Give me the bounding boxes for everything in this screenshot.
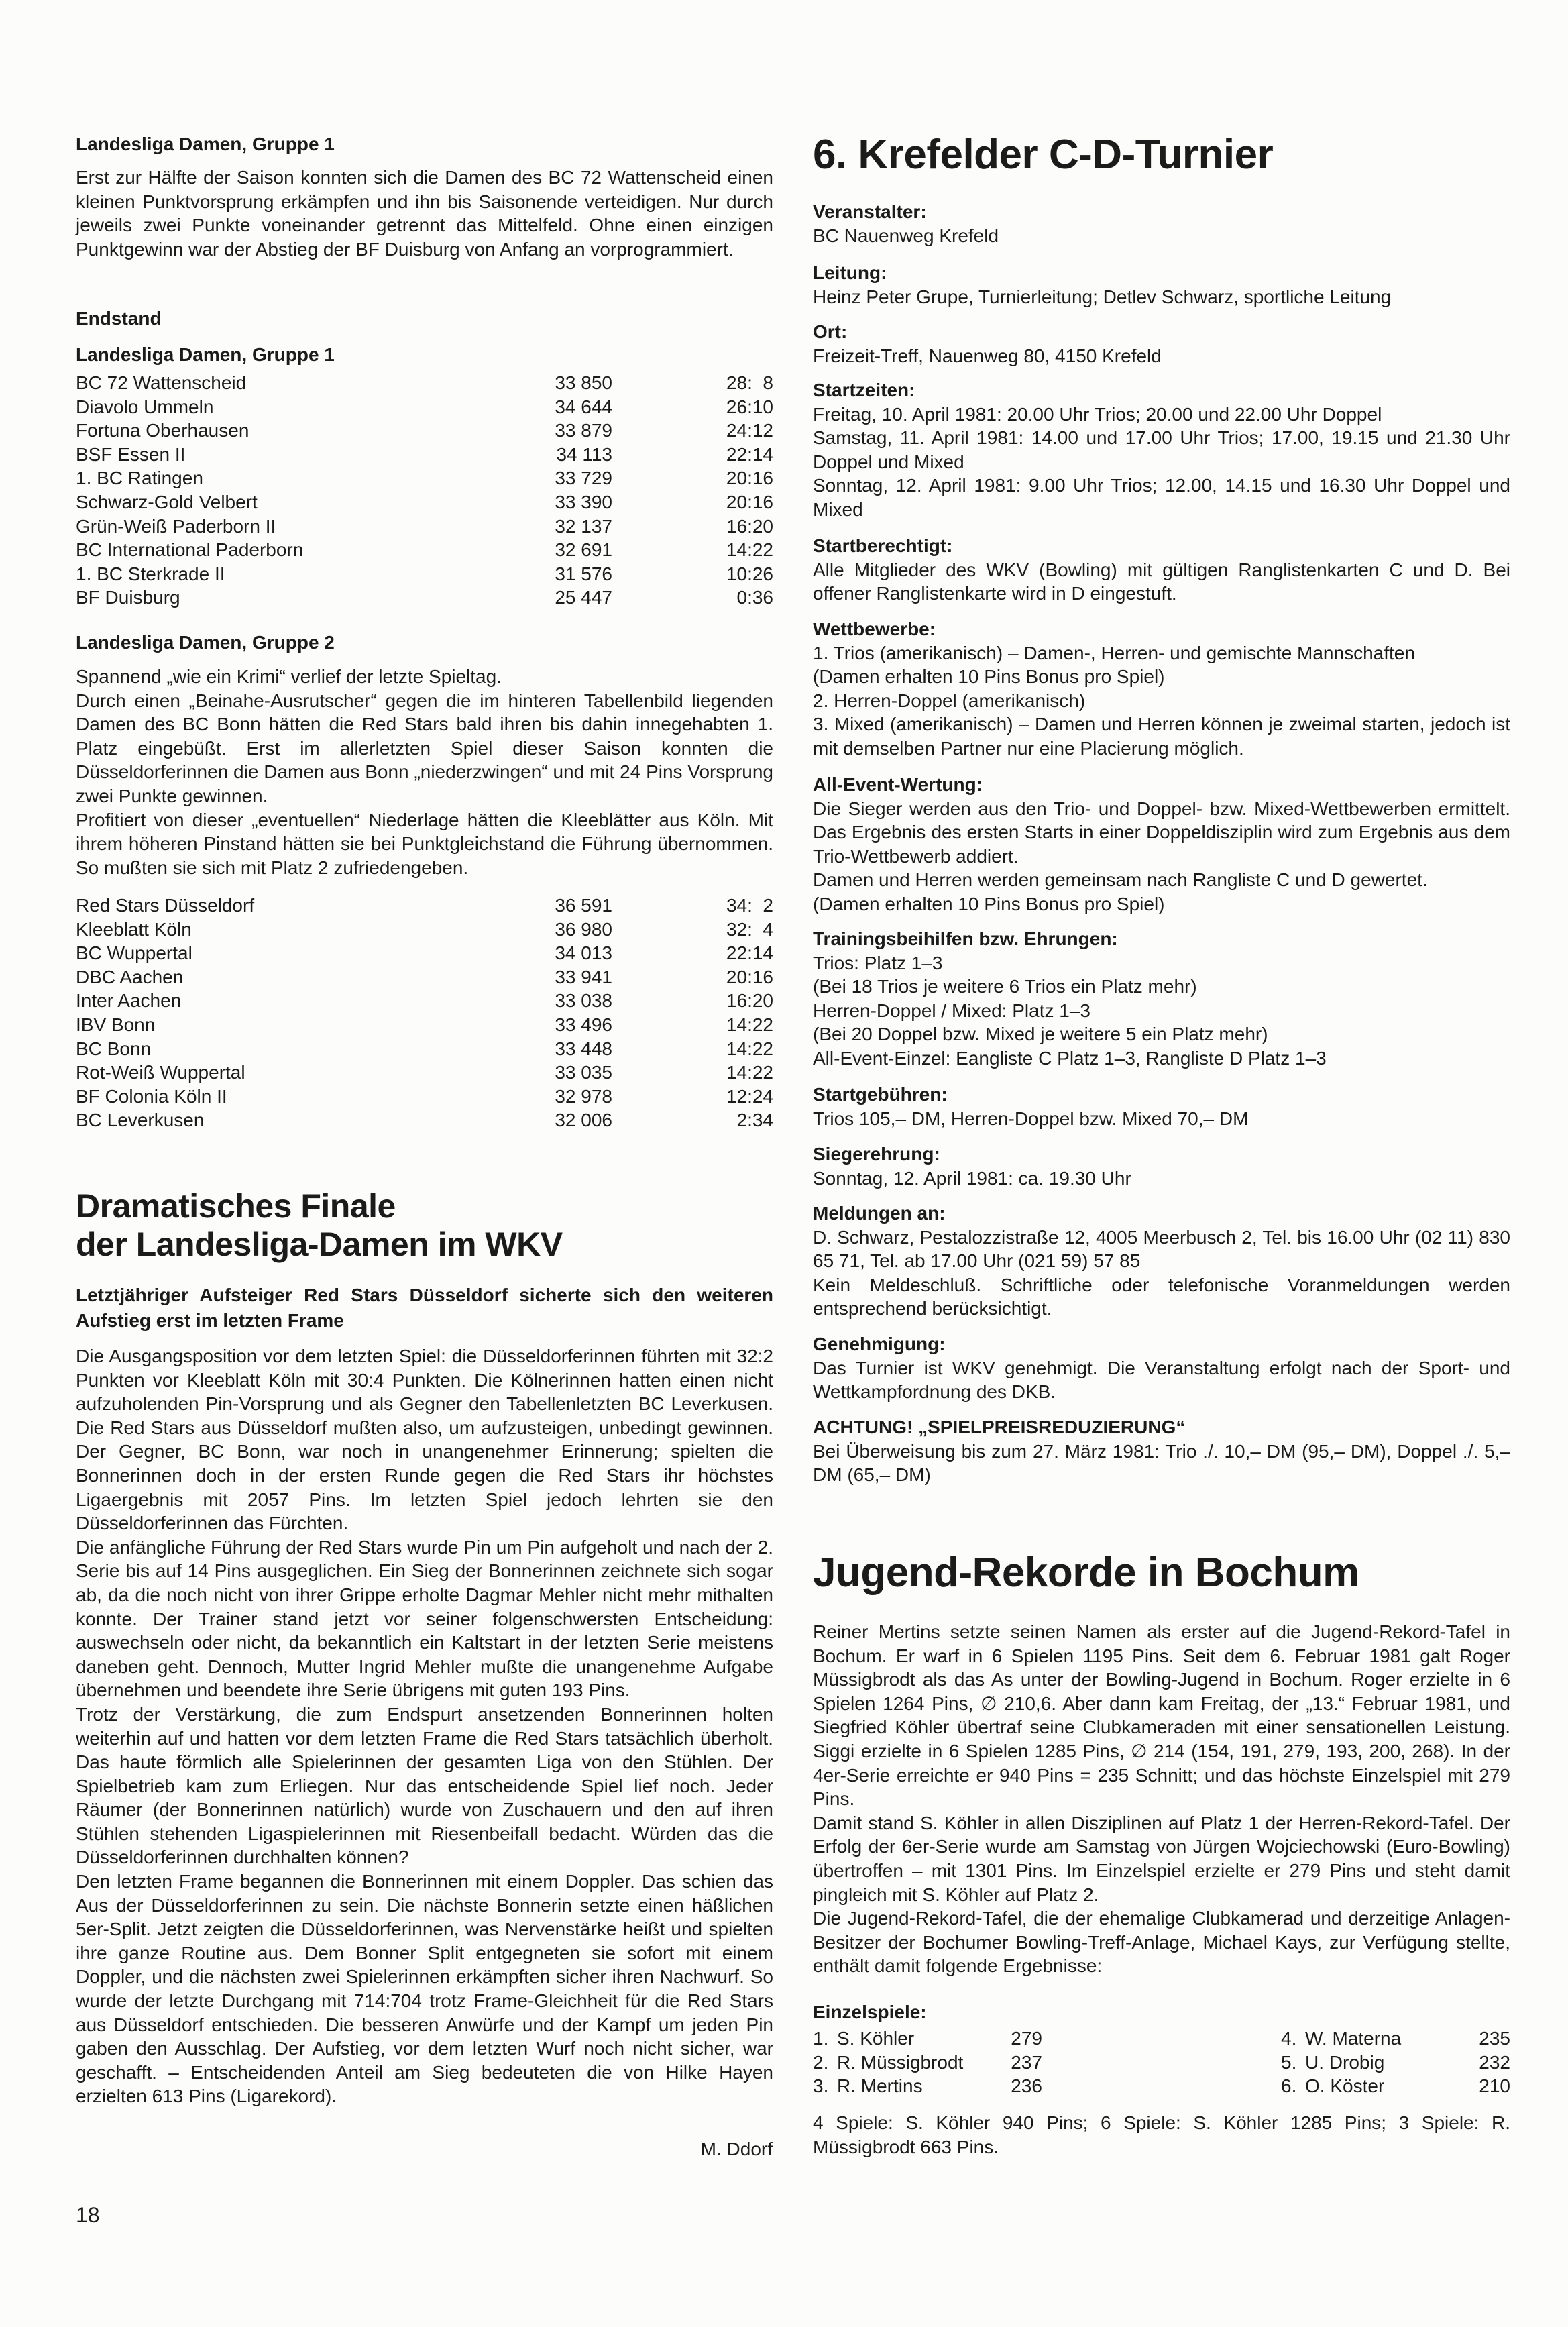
record-row	[1281, 2074, 1510, 2098]
section-line: Freizeit-Treff, Nauenweg 80, 4150 Krefeld	[813, 345, 1162, 366]
section-line: (Bei 20 Doppel bzw. Mixed je weitere 5 ein Platz mehr)	[813, 1024, 1268, 1045]
record-row	[813, 2074, 1042, 2098]
points: 34: 2	[726, 895, 773, 916]
record-row	[1281, 2051, 1510, 2075]
pins: 33 879	[555, 420, 612, 441]
team-name: DBC Aachen	[76, 966, 184, 987]
section-label: Siegerehrung:	[813, 1144, 940, 1165]
team-name: IBV Bonn	[76, 1014, 156, 1035]
table-row	[76, 1108, 773, 1132]
section-line: (Bei 18 Trios je weitere 6 Trios ein Platz mehr)	[813, 976, 1197, 997]
section-line: Freitag, 10. April 1981: 20.00 Uhr Trios; 20.00 und 22.00 Uhr Doppel	[813, 403, 1382, 425]
points: 16:20	[726, 990, 773, 1012]
team-name: BC 72 Wattenscheid	[76, 372, 247, 393]
pins: 32 006	[555, 1110, 612, 1131]
jugend-summary	[813, 2111, 1510, 2159]
team-name: Inter Aachen	[76, 990, 182, 1012]
record-name: R. Müssigbrodt	[837, 2051, 964, 2073]
table-row	[76, 490, 773, 515]
jugend-title: Jugend-Rekorde in Bochum	[813, 1550, 1359, 1596]
record-rank: 6.	[1281, 2075, 1297, 2097]
section-line: Heinz Peter Grupe, Turnierleitung; Detlev Schwarz, sportliche Leitung	[813, 286, 1392, 307]
info-section	[813, 617, 1510, 761]
pins: 36 980	[555, 918, 612, 940]
section-line: Sonntag, 12. April 1981: 9.00 Uhr Trios; 12.00, 14.15 und 16.30 Uhr Doppel und Mixed	[813, 475, 1510, 520]
record-name: W. Materna	[1305, 2028, 1402, 2049]
info-section	[813, 261, 1510, 309]
info-section	[813, 200, 1510, 248]
record-rank: 5.	[1281, 2051, 1297, 2073]
table-row	[76, 419, 773, 443]
pins: 33 390	[555, 491, 612, 512]
pins: 32 978	[555, 1085, 612, 1107]
team-name: Red Stars Düsseldorf	[76, 895, 255, 916]
table-row	[76, 989, 773, 1013]
table-row	[76, 965, 773, 989]
points: 22:14	[726, 942, 773, 964]
table-row	[76, 1037, 773, 1061]
paragraph: Trotz der Verstärkung, die zum Endspurt ansetzenden Bonnerinnen holten weiterhin auf und hatten vor dem letzten Frame die Red Stars tatsächlich überholt. Das haute förmlich alle Spielerinnen der gesamten Liga von den Stühlen. Der Spielbetrieb kam zum Erliegen. Nur das entscheidende Spiel lief noch. Jeder Räumer (der Bonnerinnen natürlich) wurde von Zuschauern und den auf ihren Stühlen stehenden Ligaspielerinnen mit Riesenbeifall bedacht. Würden das die Düsseldorferinnen durchhalten können?	[76, 1703, 773, 1868]
group1-table-heading: Landesliga Damen, Gruppe 1	[76, 344, 335, 365]
points: 20:16	[726, 491, 773, 512]
pins: 33 496	[555, 1014, 612, 1035]
team-name: BC Leverkusen	[76, 1110, 205, 1131]
team-name: 1. BC Ratingen	[76, 468, 203, 489]
team-name: Grün-Weiß Paderborn II	[76, 515, 276, 537]
record-score: 236	[1011, 2075, 1042, 2097]
pins: 33 035	[555, 1062, 612, 1083]
pins: 32 137	[555, 515, 612, 537]
points: 26:10	[726, 396, 773, 417]
info-section	[813, 534, 1510, 606]
table-row	[76, 562, 773, 586]
points: 14:22	[726, 1062, 773, 1083]
table-row	[76, 466, 773, 490]
paragraph: Damit stand S. Köhler in allen Disziplinen auf Platz 1 der Herren-Rekord-Tafel. Der Erfolg der 6er-Serie wurde am Samstag von Jürgen Wojciechowski (Euro-Bowling) übertroffen – mit 1301 Pins. Im Einzelspiel erzielte er 279 Pins und steht damit pingleich mit S. Köhler auf Platz 2.	[813, 1812, 1510, 1905]
paragraph: Profitiert von dieser „eventuellen“ Niederlage hätten die Kleeblätter aus Köln. Mit ihrem höheren Pinstand hätten sie bei Punktgleichstand die Führung übernommen. So mußten sie sich mit Platz 2 zufriedengeben.	[76, 809, 773, 878]
record-name: S. Köhler	[837, 2028, 915, 2049]
section-label: ACHTUNG! „SPIELPREISREDUZIERUNG“	[813, 1417, 1186, 1438]
team-name: Fortuna Oberhausen	[76, 420, 249, 441]
record-name: U. Drobig	[1305, 2051, 1385, 2073]
points: 28: 8	[726, 372, 773, 393]
section-line: 2. Herren-Doppel (amerikanisch)	[813, 690, 1086, 711]
table-row	[76, 1085, 773, 1109]
table-row	[76, 586, 773, 610]
team-name: BC International Paderborn	[76, 539, 304, 561]
record-name: O. Köster	[1305, 2075, 1385, 2097]
points: 22:14	[726, 443, 773, 465]
record-row	[1281, 2026, 1510, 2051]
team-name: 1. BC Sterkrade II	[76, 563, 225, 584]
section-label: Veranstalter:	[813, 201, 927, 222]
table-row	[76, 894, 773, 918]
section-line: Bei Überweisung bis zum 27. März 1981: Trio ./. 10,– DM (95,– DM), Doppel ./. 5,– DM (65,– DM)	[813, 1440, 1510, 1486]
record-rank: 1.	[813, 2028, 829, 2049]
points: 14:22	[726, 1038, 773, 1059]
section-label: Startzeiten:	[813, 380, 915, 400]
info-section	[813, 927, 1510, 1071]
section-label: Startgebühren:	[813, 1084, 948, 1105]
points: 20:16	[726, 966, 773, 987]
section-line: Damen und Herren werden gemeinsam nach Rangliste C und D gewertet.	[813, 869, 1428, 891]
article-subtitle: Letztjähriger Aufsteiger Red Stars Düsseldorf sicherte sich den weiteren Aufstieg erst im letzten Frame	[76, 1285, 773, 1331]
record-rank: 3.	[813, 2075, 829, 2097]
article-body	[76, 1344, 773, 2108]
jugend-body	[813, 1620, 1510, 1978]
section-line: Samstag, 11. April 1981: 14.00 und 17.00 Uhr Trios; 17.00, 19.15 und 21.30 Uhr Doppel und Mixed	[813, 427, 1510, 472]
info-section	[813, 1201, 1510, 1321]
pins: 33 038	[555, 990, 612, 1012]
paragraph: Die anfängliche Führung der Red Stars wurde Pin um Pin aufgeholt und nach der 2. Serie bis auf 14 Pins ausgeglichen. Ein Sieg der Bonnerinnen zeichnete sich sogar ab, da die noch nicht von ihrer Grippe erholte Dagmar Mehler nicht mehr mithalten konnte. Der Trainer stand jetzt vor seiner folgenschwersten Entscheidung: auswechseln oder nicht, da bekanntlich ein Kaltstart in der letzten Serie meistens daneben geht. Dennoch, Mutter Ingrid Mehler mußte die unangenehme Aufgabe übernehmen und beendete ihre Serie übrigens mit guten 193 Pins.	[76, 1536, 773, 1701]
paragraph: Spannend „wie ein Krimi“ verlief der letzte Spieltag.	[76, 666, 502, 687]
section-label: Leitung:	[813, 262, 887, 283]
points: 0:36	[736, 587, 773, 608]
section-line: Die Sieger werden aus den Trio- und Doppel- bzw. Mixed-Wettbewerben ermittelt. Das Ergebnis des ersten Starts in einer Doppeldisziplin wird zum Ergebnis aus dem Trio-Wettbewerb addiert.	[813, 798, 1510, 867]
article-title-line1: Dramatisches Finale	[76, 1187, 396, 1225]
pins: 34 113	[556, 443, 612, 465]
group1-heading: Landesliga Damen, Gruppe 1	[76, 133, 335, 154]
section-label: Meldungen an:	[813, 1203, 946, 1224]
record-score: 210	[1479, 2075, 1510, 2097]
points: 2:34	[736, 1110, 773, 1131]
table-row	[76, 371, 773, 395]
points: 24:12	[726, 420, 773, 441]
group1-intro-text: Erst zur Hälfte der Saison konnten sich die Damen des BC 72 Wattenscheid einen kleinen Punktvorsprung erkämpfen und ihn bis Saisonende verteidigen. Nur durch jeweils zwei Punkte voneinander getrennt das Mittelfeld. Ohne einen einzigen Punktgewinn war der Abstieg der BF Duisburg von Anfang an vorprogrammiert.	[76, 167, 773, 260]
section-label: Startberechtigt:	[813, 535, 953, 556]
team-name: BF Duisburg	[76, 587, 180, 608]
info-section	[813, 378, 1510, 522]
pins: 33 850	[555, 372, 612, 393]
record-row	[813, 2026, 1042, 2051]
table-row	[76, 515, 773, 539]
group2-standings-table	[76, 894, 773, 1132]
section-label: All-Event-Wertung:	[813, 774, 983, 795]
section-line: Kein Meldeschluß. Schriftliche oder telefonische Voranmeldungen werden entsprechend berücksichtigt.	[813, 1274, 1510, 1319]
pins: 34 013	[555, 942, 612, 964]
section-line: (Damen erhalten 10 Pins Bonus pro Spiel)	[813, 666, 1165, 688]
info-section	[813, 320, 1510, 368]
points: 10:26	[726, 563, 773, 584]
table-row	[76, 443, 773, 467]
points: 20:16	[726, 468, 773, 489]
paragraph: Reiner Mertins setzte seinen Namen als erster auf die Jugend-Rekord-Tafel in Bochum. Er warf in 6 Spielen 1195 Pins. Seit dem 6. Februar 1981 galt Roger Müssigbrodt als das As unter der Bowling-Jugend in Bochum. Roger erzielte in 6 Spielen 1264 Pins, ∅ 210,6. Aber dann kam Freitag, der „13.“ Februar 1981, und Siegfried Köhler übertraf seine Clubkameraden mit einer sensationellen Leistung. Siggi erzielte in 6 Spielen 1285 Pins, ∅ 214 (154, 191, 279, 193, 200, 268). In der 4er-Serie erreichte er 940 Pins = 235 Schnitt; und das höchste Einzelspiel mit 279 Pins.	[813, 1621, 1510, 1810]
table-row	[76, 1013, 773, 1037]
team-name: Kleeblatt Köln	[76, 918, 192, 940]
section-line: Alle Mitglieder des WKV (Bowling) mit gültigen Ranglistenkarten C und D. Bei offener Ranglistenkarte wird in D eingestuft.	[813, 559, 1510, 604]
record-score: 235	[1479, 2028, 1510, 2049]
section-label: Trainingsbeihilfen bzw. Ehrungen:	[813, 928, 1118, 949]
section-line: Herren-Doppel / Mixed: Platz 1–3	[813, 999, 1090, 1021]
section-label: Wettbewerbe:	[813, 618, 936, 639]
pins: 34 644	[555, 396, 612, 417]
record-score: 237	[1011, 2051, 1042, 2073]
section-line: Das Turnier ist WKV genehmigt. Die Veranstaltung erfolgt nach der Sport- und Wettkampfordnung des DKB.	[813, 1357, 1510, 1403]
pins: 33 941	[555, 966, 612, 987]
paragraph: Durch einen „Beinahe-Ausrutscher“ gegen die im hinteren Tabellenbild liegenden Damen des BC Bonn hätten die Red Stars bald ihren bis dahin innegehabten 1. Platz eingebüßt. Erst im allerletzten Spiel dieser Saison konnten die Düsseldorferinnen die Damen aus Bonn „niederzwingen“ und mit 24 Pins Vorsprung zwei Punkte gewinnen.	[76, 690, 773, 806]
tournament-title: 6. Krefelder C-D-Turnier	[813, 131, 1274, 178]
section-label: Ort:	[813, 321, 848, 342]
article-title-line2: der Landesliga-Damen im WKV	[76, 1226, 563, 1263]
group1-standings-table	[76, 371, 773, 610]
points: 32: 4	[726, 918, 773, 940]
pins: 25 447	[555, 587, 612, 608]
section-line: (Damen erhalten 10 Pins Bonus pro Spiel)	[813, 893, 1165, 914]
team-name: BC Bonn	[76, 1038, 152, 1059]
record-row	[813, 2051, 1042, 2075]
info-section	[813, 1415, 1510, 1487]
page-number: 18	[76, 2203, 100, 2227]
points: 14:22	[726, 1014, 773, 1035]
points: 16:20	[726, 515, 773, 537]
table-row	[76, 395, 773, 419]
table-row	[76, 941, 773, 965]
info-section	[813, 1142, 1510, 1190]
pins: 32 691	[555, 539, 612, 561]
section-line: 1. Trios (amerikanisch) – Damen-, Herren- und gemischte Mannschaften	[813, 642, 1415, 663]
section-line: Trios: Platz 1–3	[813, 952, 943, 973]
record-score: 232	[1479, 2051, 1510, 2073]
section-line: D. Schwarz, Pestalozzistraße 12, 4005 Meerbusch 2, Tel. bis 16.00 Uhr (02 11) 830 65 71, Tel. ab 17.00 Uhr (021 59) 57 85	[813, 1226, 1510, 1272]
group1-intro	[76, 166, 773, 261]
section-line: All-Event-Einzel: Eangliste C Platz 1–3, Rangliste D Platz 1–3	[813, 1047, 1327, 1069]
info-section	[813, 1332, 1510, 1404]
points: 14:22	[726, 539, 773, 561]
jugend-summary-text: 4 Spiele: S. Köhler 940 Pins; 6 Spiele: S. Köhler 1285 Pins; 3 Spiele: R. Müssigbrodt 663 Pins.	[813, 2112, 1510, 2157]
record-rank: 4.	[1281, 2028, 1297, 2049]
record-rank: 2.	[813, 2051, 829, 2073]
points: 12:24	[726, 1085, 773, 1107]
team-name: BSF Essen II	[76, 443, 186, 465]
section-line: 3. Mixed (amerikanisch) – Damen und Herren können je zweimal starten, jedoch ist mit demselben Partner nur eine Placierung möglich.	[813, 714, 1510, 759]
table-row	[76, 918, 773, 942]
team-name: Diavolo Ummeln	[76, 396, 214, 417]
paragraph: Die Ausgangsposition vor dem letzten Spiel: die Düsseldorferinnen führten mit 32:2 Punkten vor Kleeblatt Köln mit 30:4 Punkten. Die Kölnerinnen hatten einen nicht aufzuholenden Pin-Vorsprung und als Gegner den Tabellenletzten BC Leverkusen. Die Red Stars aus Düsseldorf mußten also, um aufzusteigen, unbedingt gewinnen. Der Gegner, BC Bonn, war noch in unangenehmer Erinnerung; spielten die Bonnerinnen doch in der ersten Runde gegen die Red Stars ihr höchstes Ligaergebnis mit 2057 Pins. Im letzten Spiel jedoch lehrten sie den Düsseldorferinnen das Fürchten.	[76, 1346, 773, 1534]
paragraph: Den letzten Frame begannen die Bonnerinnen mit einem Doppler. Das schien das Aus der Düsseldorferinnen zu sein. Die nächste Bonnerin setzte einen häßlichen 5er-Split. Jetzt zeigten die Düsseldorferinnen, was Nervenstärke heißt und spielten ihre ganze Routine aus. Dem Bonner Split entgegneten sie sofort mit einem Doppler, und die nächsten zwei Spielerinnen erkämpften sicher ihren Nachwurf. So wurde der letzte Durchgang mit 714:704 trotz Frame-Gleichheit für die Red Stars aus Düsseldorf entschieden. Die besseren Anwürfe und der Kampf um jeden Pin gaben den Ausschlag. Der Aufstieg, vor dem letzten Wurf noch nicht sicher, war geschafft. – Entscheidenden Anteil am Sieg bedeuteten die von Hilke Hayen erzielten 613 Pins (Ligarekord).	[76, 1871, 773, 2107]
endstand-label: Endstand	[76, 308, 162, 329]
article-title	[76, 1187, 773, 1264]
pins: 31 576	[555, 563, 612, 584]
section-label: Genehmigung:	[813, 1334, 946, 1354]
team-name: BC Wuppertal	[76, 942, 192, 964]
pins: 33 729	[555, 468, 612, 489]
paragraph: Die Jugend-Rekord-Tafel, die der ehemalige Clubkamerad und derzeitige Anlagen-Besitzer der Bochumer Bowling-Treff-Anlage, Michael Kays, zur Verfügung stellte, enthält damit folgende Ergebnisse:	[813, 1908, 1510, 1977]
team-name: Rot-Weiß Wuppertal	[76, 1062, 245, 1083]
pins: 36 591	[555, 895, 612, 916]
info-section	[813, 773, 1510, 916]
group2-heading: Landesliga Damen, Gruppe 2	[76, 632, 335, 653]
table-row	[76, 1061, 773, 1085]
einzelspiele-label: Einzelspiele:	[813, 2002, 927, 2022]
section-line: BC Nauenweg Krefeld	[813, 225, 999, 246]
article-author: M. Ddorf	[700, 2139, 773, 2159]
info-section	[813, 1083, 1510, 1130]
pins: 33 448	[555, 1038, 612, 1059]
team-name: Schwarz-Gold Velbert	[76, 491, 258, 512]
record-score: 279	[1011, 2028, 1042, 2049]
team-name: BF Colonia Köln II	[76, 1085, 227, 1107]
group2-text	[76, 665, 773, 879]
record-name: R. Mertins	[837, 2075, 923, 2097]
section-line: Trios 105,– DM, Herren-Doppel bzw. Mixed 70,– DM	[813, 1107, 1249, 1129]
section-line: Sonntag, 12. April 1981: ca. 19.30 Uhr	[813, 1167, 1131, 1189]
table-row	[76, 538, 773, 562]
